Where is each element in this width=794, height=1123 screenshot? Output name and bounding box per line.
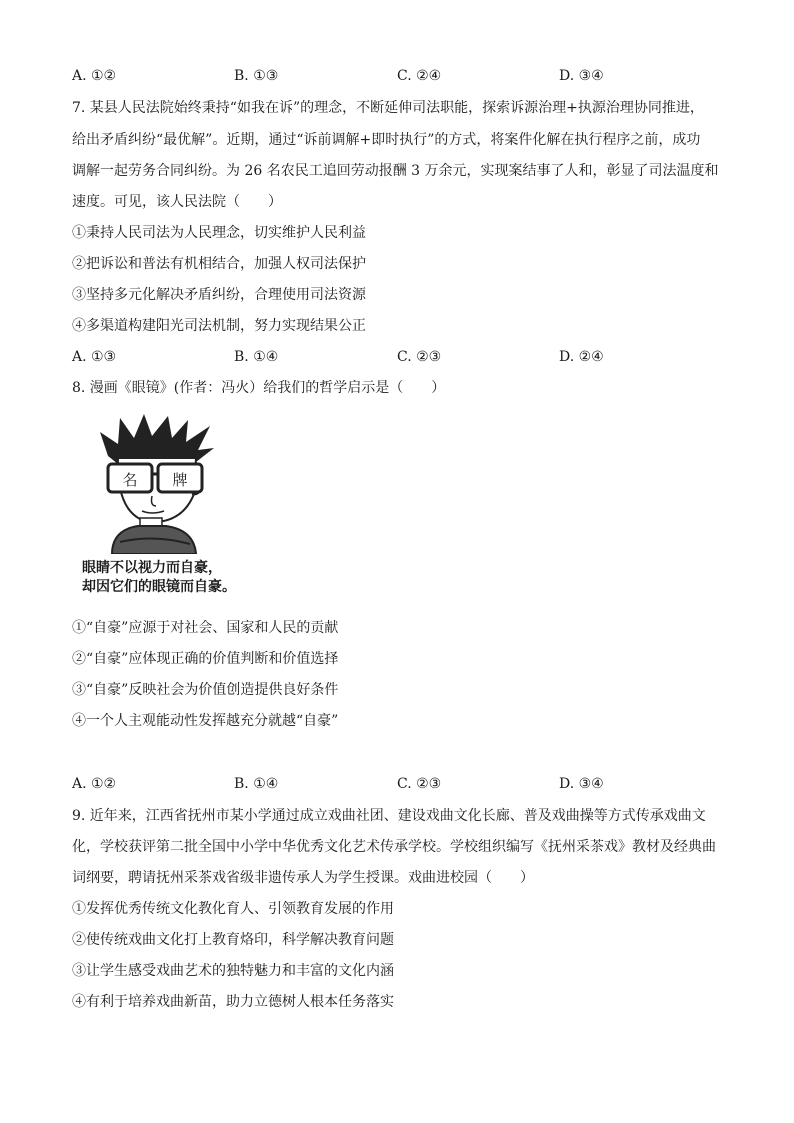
q7-stem-line-4: 速度。可见，该人民法院（ ） — [72, 194, 282, 210]
q9-statement-1: ①发挥优秀传统文化教化育人、引领教育发展的作用 — [72, 901, 394, 917]
q9-stem-line-3: 词纲要，聘请抚州采茶戏省级非遗传承人为学生授课。戏曲进校园（ ） — [72, 870, 534, 886]
cartoon-caption-2: 却因它们的眼镜而自豪。 — [82, 579, 236, 595]
q8-option-a[interactable]: A. ①② — [72, 776, 117, 792]
q8-option-d[interactable]: D. ③④ — [559, 776, 604, 792]
q8-options — [72, 774, 632, 794]
q7-option-a[interactable]: A. ①③ — [72, 349, 117, 365]
lens-right-text: 牌 — [172, 471, 188, 489]
q8-statement-1: ①“自豪”应源于对社会、国家和人民的贡献 — [72, 620, 339, 636]
q6-option-c[interactable]: C. ②④ — [397, 68, 442, 84]
q9-stem-line-2: 化，学校获评第二批全国中小学中华优秀文化艺术传承学校。学校组织编写《抚州采茶戏》教材及经典曲 — [72, 839, 716, 855]
q8-option-c[interactable]: C. ②③ — [397, 776, 442, 792]
cartoon-caption-1: 眼睛不以视力而自豪， — [82, 560, 222, 576]
q7-stem-line-2: 给出矛盾纠纷“最优解”。近期，通过“诉前调解+即时执行”的方式，将案件化解在执行程序之前，成功 — [72, 132, 701, 148]
q6-option-d[interactable]: D. ③④ — [559, 68, 604, 84]
q7-statement-1: ①秉持人民司法为人民理念，切实维护人民利益 — [72, 225, 366, 241]
q7-option-b[interactable]: B. ①④ — [234, 349, 279, 365]
q8-statement-4: ④一个人主观能动性发挥越充分就越“自豪” — [72, 713, 339, 729]
q9-stem-line-1: 9. 近年来，江西省抚州市某小学通过成立戏曲社团、建设戏曲文化长廊、普及戏曲操等方式传承戏曲文 — [72, 808, 706, 824]
q8-statement-2: ②“自豪”应体现正确的价值判断和价值选择 — [72, 651, 339, 667]
q9-statement-2: ②使传统戏曲文化打上教育烙印，科学解决教育问题 — [72, 932, 394, 948]
q6-option-b[interactable]: B. ①③ — [234, 68, 279, 84]
q7-options — [72, 347, 632, 367]
q7-stem-line-3: 调解一起劳务合同纠纷。为 26 名农民工追回劳动报酬 3 万余元，实现案结事了人和，彰显了司法温度和 — [72, 163, 719, 179]
q7-statement-3: ③坚持多元化解决矛盾纠纷，合理使用司法资源 — [72, 287, 366, 303]
lens-left-text: 名 — [122, 471, 138, 489]
q7-option-d[interactable]: D. ②④ — [559, 349, 604, 365]
q6-option-a[interactable]: A. ①② — [72, 68, 117, 84]
q9-statement-3: ③让学生感受戏曲艺术的独特魅力和丰富的文化内涵 — [72, 963, 394, 979]
q8-stem: 8. 漫画《眼镜》(作者：冯火）给我们的哲学启示是（ ） — [72, 380, 446, 396]
q7-option-c[interactable]: C. ②③ — [397, 349, 442, 365]
cartoon-figure — [78, 414, 248, 554]
q8-statement-3: ③“自豪”反映社会为价值创造提供良好条件 — [72, 682, 339, 698]
q7-statement-2: ②把诉讼和普法有机相结合，加强人权司法保护 — [72, 256, 366, 272]
q7-stem-line-1: 7. 某县人民法院始终秉持“如我在诉”的理念，不断延伸司法职能，探索诉源治理+执源治理协同推进， — [72, 100, 704, 116]
q6-options — [72, 66, 632, 86]
q7-statement-4: ④多渠道构建阳光司法机制，努力实现结果公正 — [72, 318, 366, 334]
q8-option-b[interactable]: B. ①④ — [234, 776, 279, 792]
q9-statement-4: ④有利于培养戏曲新苗，助力立德树人根本任务落实 — [72, 994, 394, 1010]
